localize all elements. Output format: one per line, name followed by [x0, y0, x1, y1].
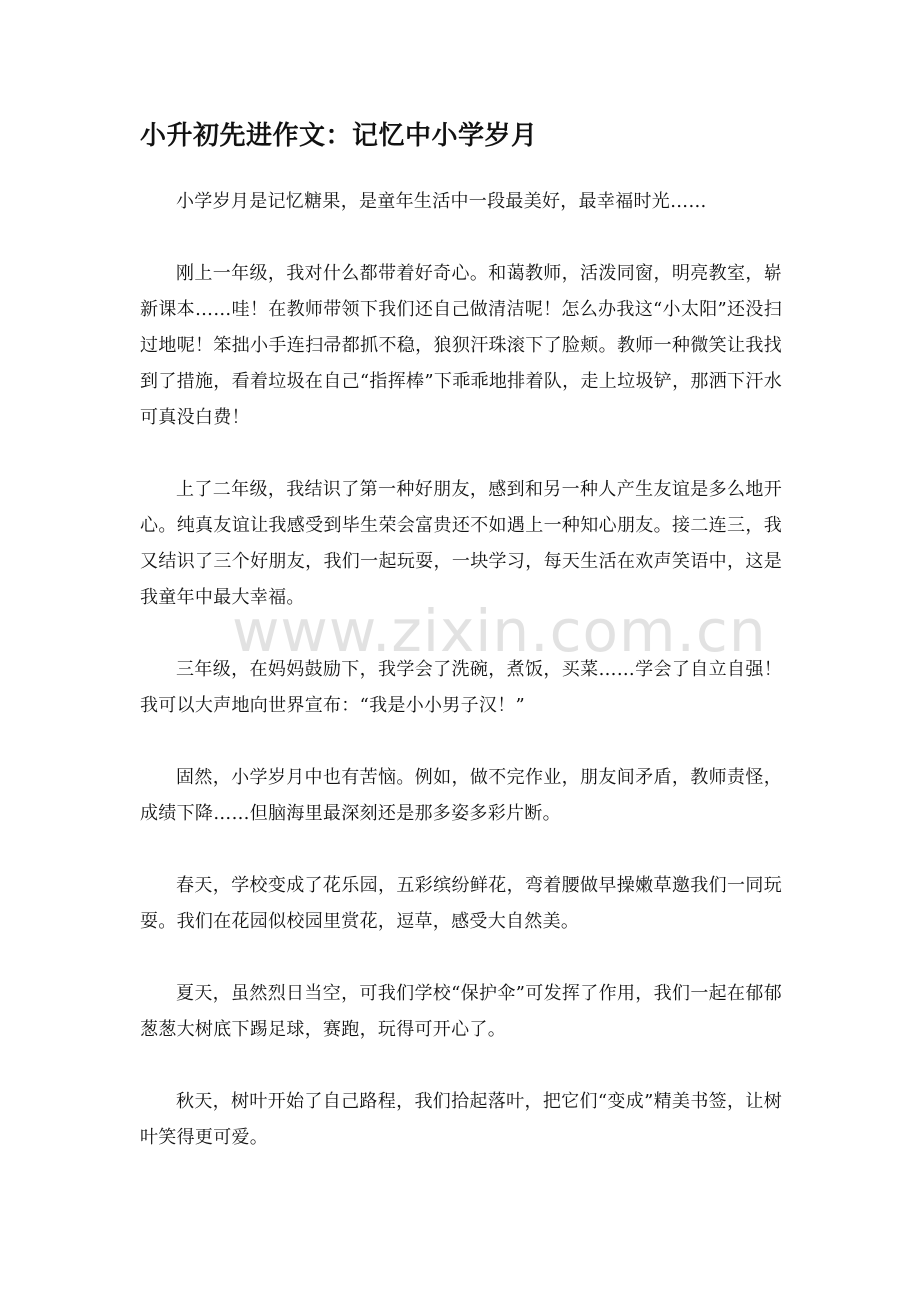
paragraph-grade-one: 刚上一年级，我对什么都带着好奇心。和蔼教师，活泼同窗，明亮教室，崭新课本……哇！在教师带领下我们还自己做清洁呢！怎么办我这“小太阳”还没扫过地呢！笨拙小手连扫帚都抓不稳，狼狈汗珠滚下了脸颊。教师一种微笑让我找到了措施，看着垃圾在自己“指挥棒”下乖乖地排着队，走上垃圾铲，那洒下汗水可真没白费！	[140, 263, 782, 428]
paragraph-spring: 春天，学校变成了花乐园，五彩缤纷鲜花，弯着腰做早操嫩草邀我们一同玩耍。我们在花园似校园里赏花，逗草，感受大自然美。	[140, 875, 782, 932]
paragraph-grade-two: 上了二年级，我结识了第一种好朋友，感到和另一种人产生友谊是多么地开心。纯真友谊让我感受到毕生荣会富贵还不如遇上一种知心朋友。接二连三，我又结识了三个好朋友，我们一起玩耍，一块学习，每天生活在欢声笑语中，这是我童年中最大幸福。	[140, 479, 782, 608]
paragraph-intro: 小学岁月是记忆糖果，是童年生活中一段最美好，最幸福时光……	[176, 191, 707, 212]
document-body	[140, 184, 782, 1192]
watermark: www.zixin.com.cn	[232, 597, 767, 665]
paragraph-grade-three: 三年级，在妈妈鼓励下，我学会了洗碗，煮饭，买菜……学会了自立自强！我可以大声地向世界宣布：“我是小小男子汉！”	[140, 659, 782, 716]
document-title: 小升初先进作文：记忆中小学岁月	[140, 121, 538, 151]
paragraph-worries: 固然，小学岁月中也有苦恼。例如，做不完作业，朋友间矛盾，教师责怪，成绩下降……但脑海里最深刻还是那多姿多彩片断。	[140, 767, 782, 824]
paragraph-autumn: 秋天，树叶开始了自己路程，我们拾起落叶，把它们“变成”精美书签，让树叶笑得更可爱。	[140, 1091, 782, 1148]
paragraph-summer: 夏天，虽然烈日当空，可我们学校“保护伞”可发挥了作用，我们一起在郁郁葱葱大树底下踢足球，赛跑，玩得可开心了。	[140, 983, 782, 1040]
